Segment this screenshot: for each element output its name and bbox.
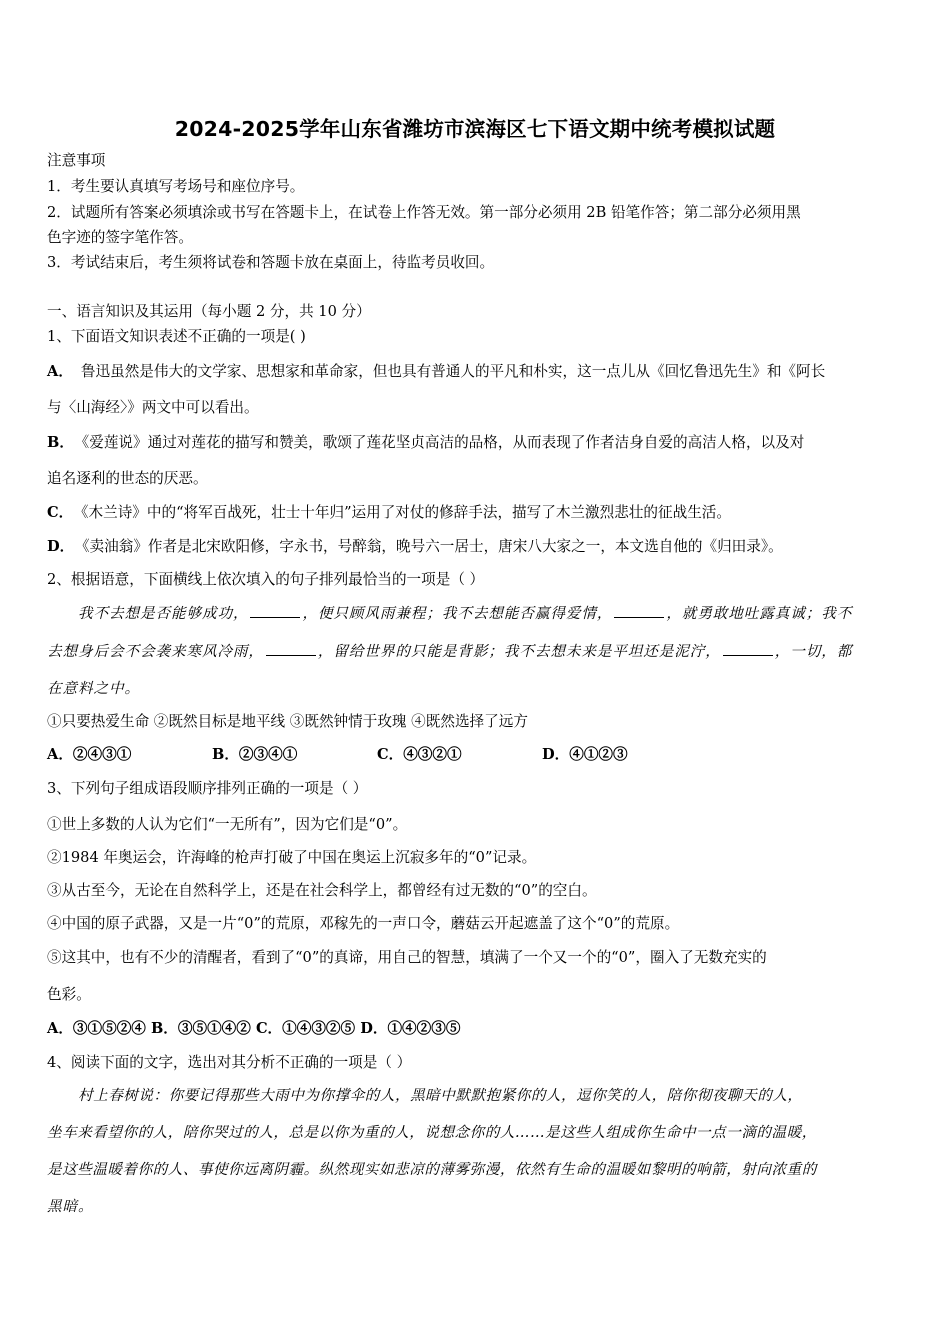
q4-passage-line-4: 黑暗。: [47, 1198, 94, 1215]
q2-passage-seg: 去想身后会不会袭来寒风冷雨，: [47, 643, 264, 660]
q3-choices: A．③①⑤②④ B．③⑤①④② C．①④③②⑤ D．①④②③⑤: [47, 1020, 461, 1037]
q1-option-b-cont: 追名逐利的世态的厌恶。: [47, 470, 208, 487]
notice-item-1: 1．考生要认真填写考场号和座位序号。: [47, 178, 305, 195]
q2-passage-seg: ，便只顾风雨兼程；我不去想能否赢得爱情，: [302, 605, 613, 622]
q3-stem: 3、下列句子组成语段顺序排列正确的一项是（ ）: [47, 780, 368, 797]
exam-title: 2024-2025学年山东省潍坊市滨海区七下语文期中统考模拟试题: [174, 117, 776, 141]
q3-sentence-2: ②1984 年奥运会，许海峰的枪声打破了中国在奥运上沉寂多年的“0”记录。: [47, 849, 537, 866]
answer-blank: [266, 642, 316, 656]
q3-sentence-3: ③从古至今，无论在自然科学上，还是在社会科学上，都曾经有过无数的“0”的空白。: [47, 882, 597, 899]
q1-option-a: [47, 362, 825, 382]
q4-passage-line-1: 村上春树说：你要记得那些大雨中为你撑伞的人，黑暗中默默抱紧你的人，逗你笑的人，陪你彻夜聊天的人，: [78, 1087, 803, 1104]
notice-heading: 注意事项: [47, 152, 106, 169]
notice-item-2: 2．试题所有答案必须填涂或书写在答题卡上，在试卷上作答无效。第一部分必须用 2B 铅笔作答；第二部分必须用黑: [47, 204, 801, 221]
q4-passage-line-2: 坐车来看望你的人，陪你哭过的人，总是以你为重的人，说想念你的人……是这些人组成你生命中一点一滴的温暖，: [47, 1124, 817, 1141]
answer-blank: [614, 604, 664, 618]
q2-passage-seg: ，一切，都: [774, 643, 853, 660]
q2-passage-line-2: [47, 642, 852, 662]
q1-option-d-label: D．: [47, 538, 75, 555]
q2-sentence-options: ①只要热爱生命 ②既然目标是地平线 ③既然钟情于玫瑰 ④既然选择了远方: [47, 713, 528, 730]
notice-item-2-cont: 色字迹的签字笔作答。: [47, 229, 193, 246]
q2-choice-c: C．④③②①: [377, 746, 462, 763]
q2-stem: 2、根据语意，下面横线上依次填入的句子排列最恰当的一项是（ ）: [47, 571, 485, 588]
q2-choice-a: A．②④③①: [47, 746, 132, 763]
answer-blank: [250, 604, 300, 618]
q2-passage-seg: 我不去想是否能够成功，: [78, 605, 249, 622]
q1-option-a-label: A．: [47, 363, 73, 380]
q1-stem: 1、下面语文知识表述不正确的一项是( ): [47, 328, 306, 345]
q2-choices: [47, 745, 628, 765]
q1-option-c-text: 《木兰诗》中的“将军百战死，壮士十年归”运用了对仗的修辞手法，描写了木兰激烈悲壮的征战生活。: [81, 504, 731, 521]
q1-option-c: [47, 503, 731, 523]
q1-option-d: [47, 537, 783, 557]
q1-option-a-text: 鲁迅虽然是伟大的文学家、思想家和革命家，但也具有普通人的平凡和朴实，这一点儿从《回忆鲁迅先生》和《阿长: [80, 363, 826, 380]
q2-choice-d: D．④①②③: [542, 746, 628, 763]
q2-passage-line-1: [78, 604, 852, 624]
q1-option-b-label: B．: [47, 434, 74, 451]
q2-choice-b: B．②③④①: [212, 746, 298, 763]
q2-passage-seg: ，留给世界的只能是背影；我不去想未来是平坦还是泥泞，: [317, 643, 721, 660]
q3-sentence-1: ①世上多数的人认为它们“一无所有”，因为它们是“0”。: [47, 816, 408, 833]
q2-passage-seg: ，就勇敢地吐露真诚；我不: [666, 605, 853, 622]
q1-option-b-text: 《爱莲说》通过对莲花的描写和赞美，歌颂了莲花坚贞高洁的品格，从而表现了作者洁身自爱的高洁人格，以及对: [81, 434, 805, 451]
q3-sentence-5: ⑤这其中，也有不少的清醒者，看到了“0”的真谛，用自己的智慧，填满了一个又一个的“0”，圈入了无数充实的: [47, 949, 767, 966]
q1-option-c-label: C．: [47, 504, 74, 521]
q4-stem: 4、阅读下面的文字，选出对其分析不正确的一项是（ ）: [47, 1054, 412, 1071]
q3-sentence-4: ④中国的原子武器，又是一片“0”的荒原，邓稼先的一声口令，蘑菇云开起遮盖了这个“0”的荒原。: [47, 915, 680, 932]
notice-item-3: 3．考试结束后，考生须将试卷和答题卡放在桌面上，待监考员收回。: [47, 254, 495, 271]
q4-passage-line-3: 是这些温暖着你的人、事使你远离阴霾。纵然现实如悲凉的薄雾弥漫，依然有生命的温暖如黎明的响箭，射向浓重的: [47, 1161, 817, 1178]
q1-option-b: [47, 433, 804, 453]
answer-blank: [723, 642, 773, 656]
q2-passage-line-3: 在意料之中。: [47, 680, 140, 697]
q3-sentence-5-cont: 色彩。: [47, 986, 91, 1003]
q1-option-d-text: 《卖油翁》作者是北宋欧阳修，字永书，号醉翁，晚号六一居士，唐宋八大家之一，本文选自他的《归田录》。: [82, 538, 783, 555]
section-heading: 一、语言知识及其运用（每小题 2 分，共 10 分）: [47, 303, 371, 320]
q1-option-a-cont: 与〈山海经〉》两文中可以看出。: [47, 399, 259, 416]
